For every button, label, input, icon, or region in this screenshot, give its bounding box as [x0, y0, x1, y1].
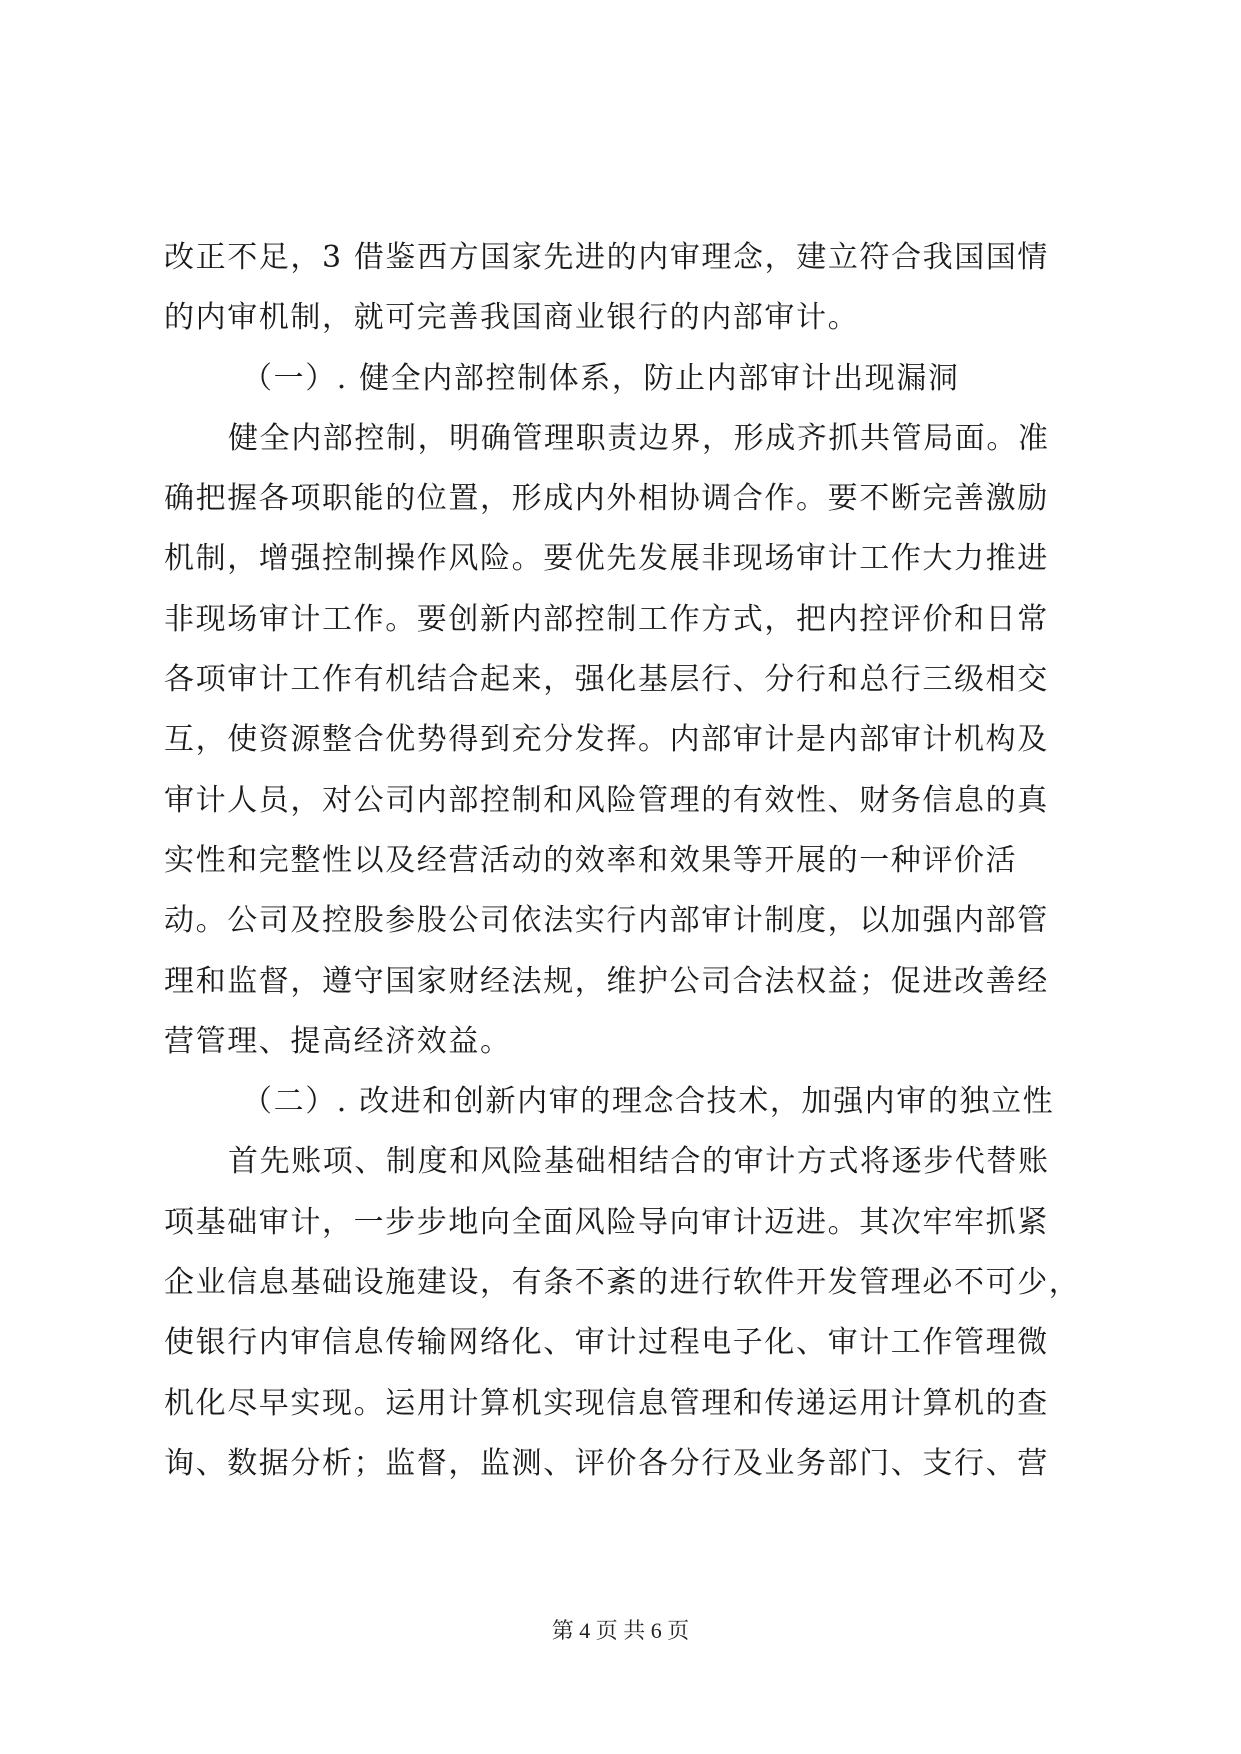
- text-line: 各项审计工作有机结合起来，强化基层行、分行和总行三级相交: [164, 662, 1049, 698]
- text-line: 改正不足，3 借鉴西方国家先进的内审理念，建立符合我国国情: [164, 240, 1050, 275]
- text-line: 机化尽早实现。运用计算机实现信息管理和传递运用计算机的查: [164, 1385, 1049, 1421]
- section-heading: （二）. 改进和创新内审的理念合技术，加强内审的独立性: [242, 1084, 1055, 1120]
- section-heading: （一）. 健全内部控制体系，防止内部审计出现漏洞: [242, 360, 960, 396]
- text-line: 的内审机制，就可完善我国商业银行的内部审计。: [164, 300, 860, 336]
- text-line: 营管理、提高经济效益。: [164, 1023, 512, 1059]
- body-text: [164, 228, 1084, 1494]
- text-line: 使银行内审信息传输网络化、审计过程电子化、审计工作管理微: [164, 1325, 1049, 1361]
- text-line: 询、数据分析；监督，监测、评价各分行及业务部门、支行、营: [164, 1445, 1049, 1481]
- page-number-footer: 第 4 页 共 6 页: [551, 1618, 690, 1643]
- text-line: 动。公司及控股参股公司依法实行内部审计制度，以加强内部管: [164, 903, 1049, 939]
- text-line: 理和监督，遵守国家财经法规，维护公司合法权益；促进改善经: [164, 963, 1049, 999]
- text-line: 健全内部控制，明确管理职责边界，形成齐抓共管局面。准: [228, 420, 1050, 456]
- text-line: 互，使资源整合优势得到充分发挥。内部审计是内部审计机构及: [164, 722, 1049, 758]
- text-line: 实性和完整性以及经营活动的效率和效果等开展的一种评价活: [164, 842, 1018, 878]
- text-line: 机制，增强控制操作风险。要优先发展非现场审计工作大力推进: [164, 541, 1049, 577]
- text-line: 非现场审计工作。要创新内部控制工作方式，把内控评价和日常: [164, 601, 1049, 637]
- text-line: 确把握各项职能的位置，形成内外相协调合作。要不断完善激励: [164, 481, 1049, 517]
- text-line: 项基础审计，一步步地向全面风险导向审计迈进。其次牢牢抓紧: [164, 1204, 1049, 1240]
- text-line: 企业信息基础设施建设，有条不紊的进行软件开发管理必不可少，: [164, 1265, 1081, 1301]
- text-line: 审计人员，对公司内部控制和风险管理的有效性、财务信息的真: [164, 782, 1049, 818]
- text-line: 首先账项、制度和风险基础相结合的审计方式将逐步代替账: [228, 1144, 1050, 1180]
